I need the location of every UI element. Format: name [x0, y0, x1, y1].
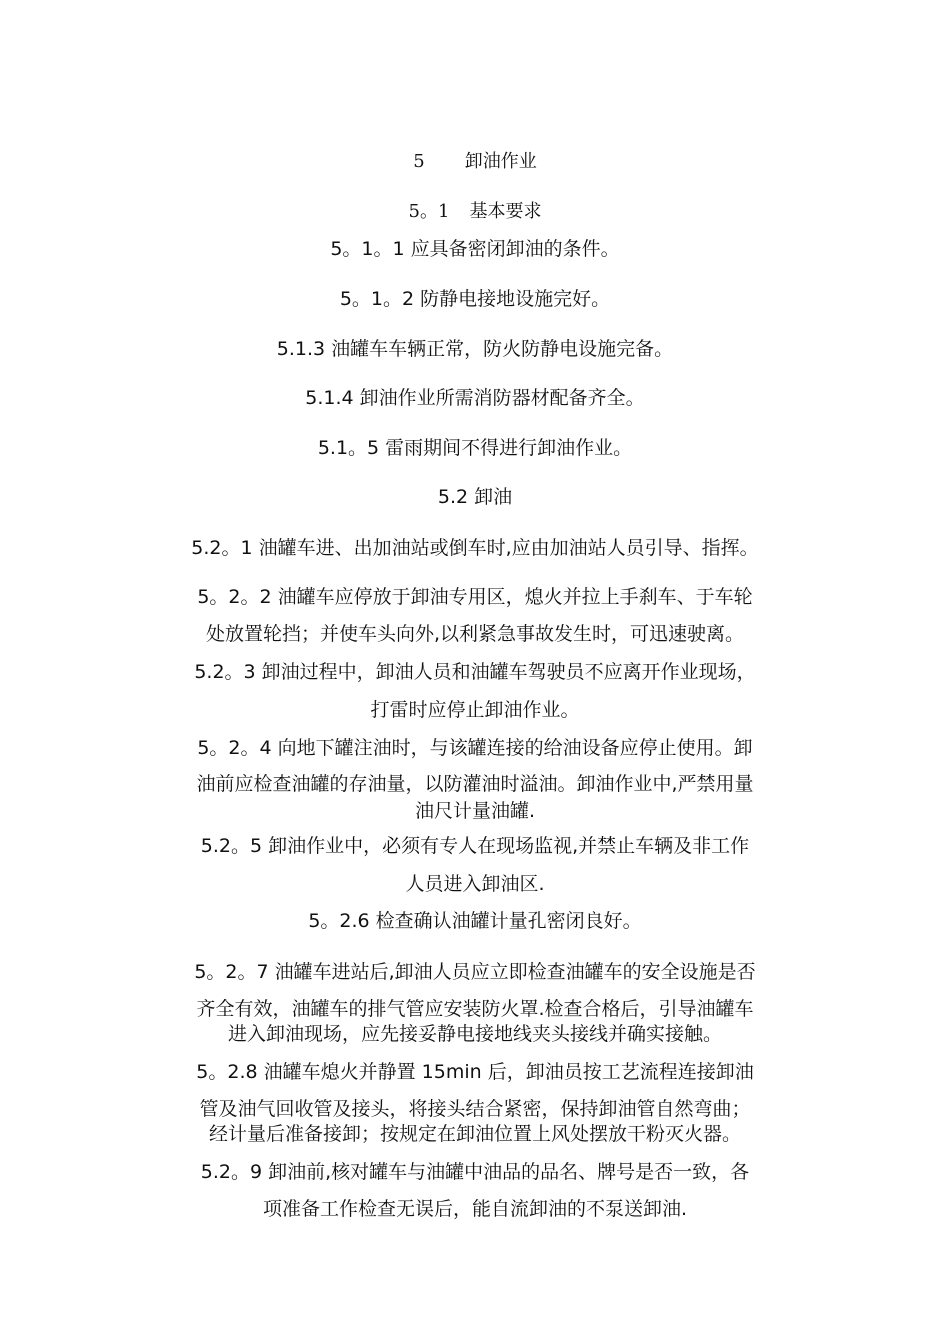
paragraph-line: 5。2。4 向地下罐注油时，与该罐连接的给油设备应停止使用。卸 [197, 737, 753, 759]
paragraph-line: 5。2。2 油罐车应停放于卸油专用区，熄火并拉上手刹车、于车轮 [197, 586, 753, 608]
paragraph-line: 打雷时应停止卸油作业。 [370, 699, 580, 721]
paragraph-line: 油尺计量油罐. [414, 800, 536, 822]
paragraph-line: 5.1.4 卸油作业所需消防器材配备齐全。 [305, 387, 645, 409]
paragraph-line: 人员进入卸油区. [405, 873, 545, 895]
paragraph-line: 齐全有效，油罐车的排气管应安装防火罩.检查合格后，引导油罐车 [196, 998, 754, 1020]
paragraph-line: 经计量后准备接卸；按规定在卸油位置上风处摆放干粉灭火器。 [208, 1123, 741, 1145]
subsection-title: 基本要求 [469, 201, 542, 222]
paragraph-line: 处放置轮挡；并使车头向外,以利紧急事故发生时，可迅速驶离。 [205, 623, 745, 645]
paragraph-line: 进入卸油现场，应先接妥静电接地线夹头接线并确实接触。 [227, 1023, 722, 1045]
paragraph-line: 项准备工作检查无误后，能自流卸油的不泵送卸油. [262, 1198, 688, 1220]
paragraph-line: 5.2。1 油罐车进、出加油站或倒车时,应由加油站人员引导、指挥。 [191, 537, 759, 559]
paragraph-line: 5.1.3 油罐车车辆正常，防火防静电设施完备。 [276, 338, 674, 360]
paragraph-line: 管及油气回收管及接头，将接头结合紧密，保持卸油管自然弯曲； [199, 1098, 751, 1120]
paragraph-line: 5。1。1 应具备密闭卸油的条件。 [330, 238, 620, 260]
subsection-number: 5。1 [408, 201, 450, 222]
paragraph-line: 5。2。7 油罐车进站后,卸油人员应立即检查油罐车的安全设施是否 [194, 961, 756, 983]
paragraph-line: 5。2.8 油罐车熄火并静置 15min 后，卸油员按工艺流程连接卸油 [196, 1061, 754, 1083]
paragraph-line: 5.2。5 卸油作业中，必须有专人在现场监视,并禁止车辆及非工作 [200, 835, 750, 857]
subsection-heading: 5.2 卸油 [437, 486, 513, 508]
paragraph-line: 5。2.6 检查确认油罐计量孔密闭良好。 [308, 910, 642, 932]
subsection-heading [60, 200, 890, 224]
section-heading [60, 150, 890, 174]
paragraph-line: 5.2。9 卸油前,核对罐车与油罐中油品的品名、牌号是否一致，各 [200, 1161, 750, 1183]
section-number: 5 [413, 151, 425, 172]
paragraph-line: 5.1。5 雷雨期间不得进行卸油作业。 [317, 437, 633, 459]
section-title: 卸油作业 [464, 151, 537, 172]
paragraph-line: 油前应检查油罐的存油量，以防灌油时溢油。卸油作业中,严禁用量 [196, 773, 754, 795]
paragraph-line: 5。1。2 防静电接地设施完好。 [339, 288, 611, 310]
paragraph-line: 5.2。3 卸油过程中，卸油人员和油罐车驾驶员不应离开作业现场， [194, 661, 756, 683]
